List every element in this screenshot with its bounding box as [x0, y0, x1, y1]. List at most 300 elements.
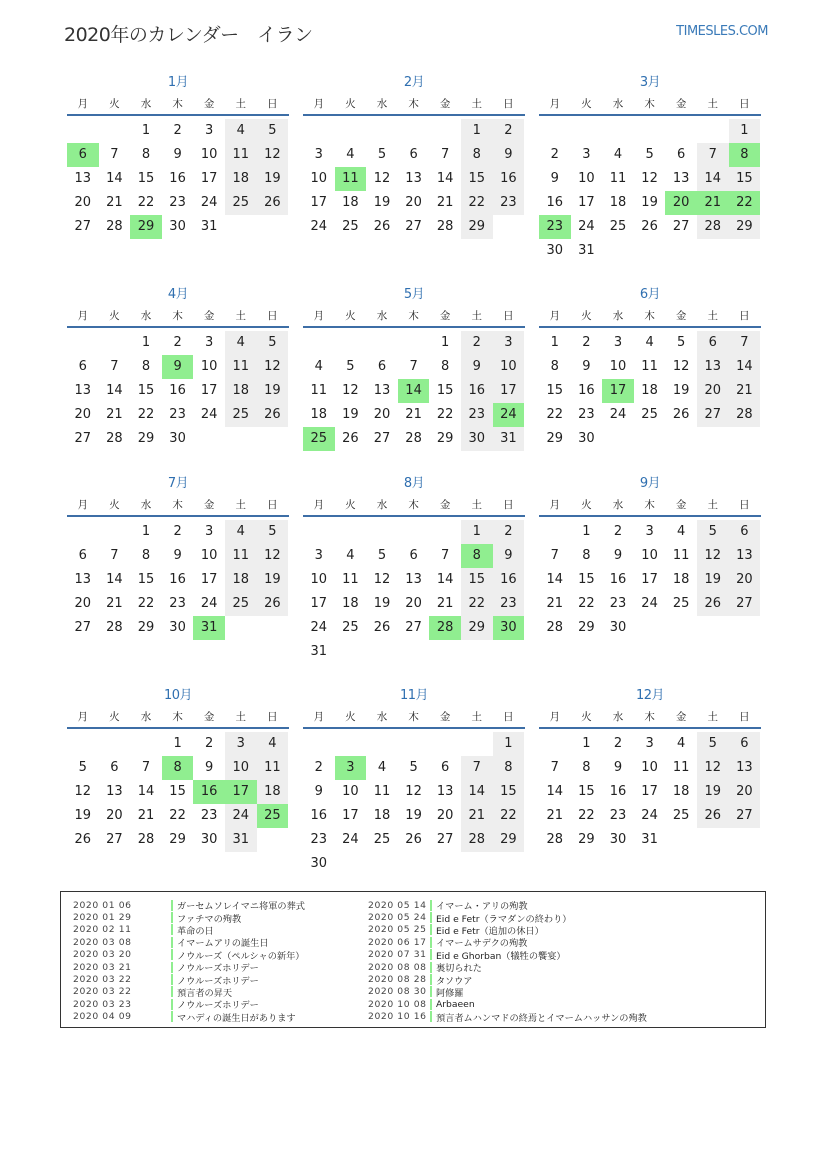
holiday-date: 2020 02 11	[73, 924, 132, 936]
month-7	[67, 475, 289, 640]
day-cell: 5	[257, 331, 289, 355]
day-cell: 13	[729, 544, 761, 568]
holiday-day-cell: 3	[335, 756, 367, 780]
day-grid	[539, 331, 761, 451]
day-cell: 16	[546, 195, 564, 210]
holiday-marker	[430, 937, 432, 948]
day-cell: 1	[493, 732, 525, 756]
holiday-marker	[171, 1011, 173, 1022]
day-cell: 8	[582, 548, 591, 563]
day-cell: 25	[373, 832, 391, 847]
day-cell: 11	[672, 548, 690, 563]
holiday-row	[73, 986, 305, 998]
weekday-label: 金	[203, 710, 215, 723]
day-cell: 21	[106, 195, 123, 210]
holiday-row	[73, 911, 305, 923]
day-cell: 4	[257, 732, 289, 756]
holiday-row	[73, 949, 305, 961]
weekday-label: 木	[644, 498, 655, 511]
weekday-label: 水	[612, 498, 624, 511]
day-cell: 22	[493, 804, 525, 828]
day-cell: 15	[493, 780, 525, 804]
day-cell: 31	[578, 243, 595, 258]
weekday-label: 月	[313, 309, 325, 322]
day-cell: 16	[609, 784, 627, 799]
holiday-row	[73, 924, 305, 936]
day-cell: 7	[697, 143, 729, 167]
day-cell: 22	[461, 592, 493, 616]
holiday-name: ガーセムソレイマニ将軍の葬式	[177, 901, 305, 913]
holiday-marker	[430, 999, 432, 1010]
brand-link[interactable]: TIMESLES.COM	[676, 24, 768, 39]
holiday-day-cell: 20	[665, 191, 697, 215]
day-cell: 14	[106, 572, 123, 587]
day-cell: 23	[169, 407, 186, 422]
day-cell: 18	[641, 383, 658, 398]
day-cell: 28	[461, 828, 493, 852]
holiday-date: 2020 08 08	[368, 961, 427, 973]
holiday-name: Eid e Ghorban（犠牲の饗宴）	[436, 950, 566, 962]
day-cell: 14	[106, 171, 123, 186]
day-cell: 30	[461, 427, 493, 451]
weekday-label: 水	[376, 710, 388, 723]
day-cell: 7	[110, 147, 119, 162]
day-cell: 31	[200, 219, 218, 234]
day-cell: 20	[436, 808, 454, 823]
month-8	[303, 475, 525, 664]
weekday-label: 月	[313, 97, 325, 110]
day-cell: 3	[645, 736, 654, 751]
day-cell: 13	[405, 171, 422, 186]
day-cell: 24	[310, 219, 328, 234]
month-10	[67, 687, 289, 852]
day-cell: 19	[257, 379, 289, 403]
day-grid	[67, 331, 289, 451]
holiday-day-cell: 17	[602, 379, 634, 403]
day-cell: 17	[200, 171, 218, 186]
weekday-label: 金	[203, 498, 215, 511]
day-cell: 30	[609, 620, 627, 635]
month-name: 6月	[639, 287, 661, 302]
weekday-label: 日	[503, 498, 514, 511]
weekday-label: 月	[77, 710, 89, 723]
holiday-marker	[430, 986, 432, 997]
holiday-date: 2020 01 06	[73, 899, 132, 911]
day-cell: 7	[409, 359, 418, 374]
empty-cell	[429, 732, 461, 756]
weekday-header	[539, 705, 761, 729]
day-cell: 29	[546, 431, 564, 446]
day-cell: 6	[78, 548, 87, 563]
empty-cell	[366, 520, 398, 544]
weekday-label: 木	[172, 710, 183, 723]
weekday-label: 土	[235, 498, 247, 511]
day-cell: 26	[697, 804, 729, 828]
day-cell: 17	[310, 195, 328, 210]
day-cell: 28	[697, 215, 729, 239]
day-cell: 10	[310, 171, 328, 186]
holiday-name: ノウルーズホリデー	[177, 1000, 259, 1012]
day-cell: 4	[677, 736, 686, 751]
day-cell: 4	[225, 520, 257, 544]
day-cell: 17	[342, 808, 359, 823]
weekday-label: 水	[140, 309, 152, 322]
day-cell: 15	[729, 167, 761, 191]
day-cell: 1	[729, 119, 761, 143]
month-name: 7月	[167, 476, 189, 491]
day-cell: 28	[106, 620, 123, 635]
day-cell: 14	[546, 572, 564, 587]
day-cell: 7	[441, 147, 450, 162]
day-cell: 12	[697, 756, 729, 780]
weekday-label: 火	[109, 710, 120, 723]
weekday-label: 月	[313, 498, 325, 511]
day-cell: 9	[613, 548, 623, 563]
day-cell: 19	[697, 780, 729, 804]
day-cell: 16	[169, 171, 186, 186]
empty-cell	[335, 331, 367, 355]
day-cell: 17	[200, 572, 218, 587]
day-cell: 4	[613, 147, 623, 162]
day-cell: 5	[377, 147, 387, 162]
day-cell: 22	[578, 596, 595, 611]
day-cell: 22	[461, 191, 493, 215]
weekday-label: 日	[739, 498, 750, 511]
empty-cell	[99, 520, 131, 544]
holiday-day-cell: 21	[697, 191, 729, 215]
holiday-marker	[171, 937, 173, 948]
weekday-label: 木	[408, 309, 419, 322]
holiday-name: Arbaeen	[436, 998, 475, 1010]
holiday-date: 2020 03 21	[73, 961, 132, 973]
day-cell: 10	[200, 147, 218, 162]
day-cell: 3	[493, 331, 525, 355]
day-cell: 19	[373, 195, 391, 210]
empty-cell	[571, 119, 603, 143]
day-cell: 6	[110, 760, 119, 775]
day-cell: 22	[546, 407, 564, 422]
holiday-list	[60, 891, 766, 1028]
holiday-name: 阿修羅	[436, 987, 464, 999]
day-cell: 20	[373, 407, 391, 422]
day-cell: 25	[342, 219, 359, 234]
empty-cell	[539, 732, 571, 756]
holiday-day-cell: 23	[539, 215, 571, 239]
day-cell: 8	[582, 760, 591, 775]
day-cell: 14	[461, 780, 493, 804]
day-cell: 7	[141, 760, 151, 775]
day-cell: 11	[641, 359, 658, 374]
weekday-label: 木	[172, 309, 183, 322]
holiday-day-cell: 25	[257, 804, 289, 828]
month-name: 1月	[167, 75, 189, 90]
day-cell: 23	[609, 808, 627, 823]
day-cell: 16	[310, 808, 328, 823]
day-cell: 5	[697, 732, 729, 756]
holiday-name: 革命の日	[177, 925, 214, 937]
holiday-name: ファチマの殉教	[177, 913, 242, 925]
empty-cell	[398, 331, 430, 355]
month-11	[303, 687, 525, 876]
day-cell: 25	[225, 191, 257, 215]
day-cell: 27	[373, 431, 391, 446]
day-cell: 17	[578, 195, 595, 210]
day-cell: 10	[310, 572, 328, 587]
empty-cell	[461, 732, 493, 756]
weekday-label: 水	[376, 97, 388, 110]
day-cell: 21	[729, 379, 761, 403]
day-cell: 17	[493, 379, 525, 403]
day-cell: 31	[225, 828, 257, 852]
day-grid	[539, 732, 761, 852]
day-cell: 27	[106, 832, 123, 847]
month-name: 5月	[403, 287, 425, 302]
month-name: 4月	[167, 287, 189, 302]
empty-cell	[429, 520, 461, 544]
weekday-label: 木	[172, 97, 183, 110]
holiday-day-cell: 28	[429, 616, 461, 640]
weekday-label: 土	[707, 710, 719, 723]
day-cell: 30	[169, 431, 186, 446]
holiday-marker	[430, 1011, 432, 1022]
day-cell: 19	[697, 568, 729, 592]
day-cell: 12	[405, 784, 422, 799]
holiday-date: 2020 08 30	[368, 986, 427, 998]
day-cell: 20	[74, 407, 92, 422]
holiday-day-cell: 30	[493, 616, 525, 640]
day-cell: 13	[74, 572, 92, 587]
holiday-date: 2020 05 24	[368, 912, 427, 924]
day-cell: 20	[405, 195, 422, 210]
day-cell: 23	[493, 191, 525, 215]
day-cell: 24	[200, 596, 218, 611]
empty-cell	[99, 732, 131, 756]
day-cell: 22	[578, 808, 595, 823]
day-cell: 26	[672, 407, 690, 422]
day-cell: 28	[436, 219, 454, 234]
day-cell: 19	[257, 167, 289, 191]
day-cell: 13	[106, 784, 123, 799]
weekday-label: 火	[345, 97, 356, 110]
day-cell: 16	[578, 383, 595, 398]
day-cell: 21	[436, 195, 454, 210]
empty-cell	[398, 520, 430, 544]
weekday-label: 月	[77, 498, 89, 511]
day-cell: 31	[493, 427, 525, 451]
day-cell: 19	[257, 568, 289, 592]
day-cell: 22	[137, 195, 155, 210]
day-cell: 11	[373, 784, 391, 799]
day-cell: 15	[137, 383, 155, 398]
weekday-label: 木	[408, 498, 419, 511]
day-cell: 13	[405, 572, 422, 587]
day-cell: 6	[441, 760, 450, 775]
day-cell: 6	[697, 331, 729, 355]
day-cell: 15	[436, 383, 454, 398]
day-cell: 15	[461, 568, 493, 592]
day-cell: 18	[225, 167, 257, 191]
day-cell: 6	[409, 147, 418, 162]
day-cell: 9	[173, 548, 182, 563]
day-cell: 23	[169, 195, 186, 210]
day-cell: 4	[346, 147, 355, 162]
holiday-row	[368, 1011, 647, 1023]
day-cell: 29	[578, 620, 595, 635]
holiday-date: 2020 03 22	[73, 974, 132, 986]
month-2	[303, 74, 525, 239]
day-cell: 31	[310, 644, 328, 659]
month-6	[539, 286, 761, 451]
day-cell: 24	[225, 804, 257, 828]
day-cell: 27	[697, 403, 729, 427]
day-grid	[303, 732, 525, 876]
holiday-row	[73, 961, 305, 973]
holiday-name: ノウルーズホリデー	[177, 975, 259, 987]
empty-cell	[539, 520, 571, 544]
day-cell: 10	[225, 756, 257, 780]
day-cell: 10	[578, 171, 595, 186]
day-cell: 18	[257, 780, 289, 804]
day-cell: 11	[672, 760, 690, 775]
empty-cell	[665, 119, 697, 143]
day-cell: 31	[641, 832, 658, 847]
day-cell: 28	[405, 431, 422, 446]
day-cell: 15	[461, 167, 493, 191]
day-cell: 26	[373, 219, 391, 234]
day-cell: 8	[493, 756, 525, 780]
day-cell: 21	[137, 808, 155, 823]
holiday-row	[73, 936, 305, 948]
weekday-label: 火	[109, 498, 120, 511]
day-cell: 21	[546, 596, 564, 611]
weekday-header	[539, 92, 761, 116]
weekday-label: 金	[439, 710, 451, 723]
weekday-header	[303, 705, 525, 729]
empty-cell	[335, 520, 367, 544]
day-cell: 10	[342, 784, 359, 799]
day-cell: 8	[461, 143, 493, 167]
day-grid	[303, 119, 525, 239]
month-9	[539, 475, 761, 640]
day-cell: 19	[641, 195, 658, 210]
day-cell: 9	[550, 171, 559, 186]
holiday-row	[368, 998, 647, 1010]
day-cell: 3	[205, 335, 214, 350]
day-cell: 18	[373, 808, 391, 823]
day-cell: 10	[641, 548, 658, 563]
empty-cell	[67, 520, 99, 544]
day-cell: 16	[609, 572, 627, 587]
day-cell: 2	[493, 520, 525, 544]
day-grid	[67, 732, 289, 852]
day-cell: 30	[200, 832, 218, 847]
holiday-date: 2020 08 28	[368, 974, 427, 986]
day-cell: 29	[729, 215, 761, 239]
day-cell: 15	[546, 383, 564, 398]
holiday-row	[368, 936, 647, 948]
day-cell: 16	[169, 572, 186, 587]
day-cell: 9	[493, 143, 525, 167]
weekday-header	[67, 705, 289, 729]
day-cell: 26	[342, 431, 359, 446]
holiday-day-cell: 25	[303, 427, 335, 451]
holiday-day-cell: 14	[398, 379, 430, 403]
day-grid	[67, 520, 289, 640]
weekday-label: 水	[376, 309, 388, 322]
day-cell: 3	[205, 524, 214, 539]
day-cell: 13	[672, 171, 690, 186]
day-cell: 15	[578, 784, 595, 799]
day-cell: 7	[110, 548, 119, 563]
day-cell: 12	[697, 544, 729, 568]
holiday-date: 2020 06 17	[368, 936, 427, 948]
day-cell: 29	[169, 832, 186, 847]
day-cell: 14	[436, 171, 454, 186]
day-cell: 18	[342, 195, 359, 210]
holiday-marker	[171, 949, 173, 960]
holiday-day-cell: 22	[729, 191, 761, 215]
day-cell: 26	[405, 832, 422, 847]
holiday-name: イマームサデクの殉教	[436, 938, 528, 950]
day-cell: 27	[436, 832, 454, 847]
weekday-label: 火	[345, 498, 356, 511]
day-cell: 2	[173, 123, 182, 138]
holiday-list-left	[73, 899, 305, 1023]
day-cell: 4	[314, 359, 323, 374]
day-cell: 8	[141, 147, 151, 162]
day-cell: 3	[205, 123, 214, 138]
day-cell: 16	[493, 568, 525, 592]
month-name: 2月	[403, 75, 425, 90]
day-cell: 5	[645, 147, 654, 162]
day-cell: 27	[729, 592, 761, 616]
weekday-label: 火	[581, 309, 592, 322]
empty-cell	[67, 119, 99, 143]
empty-cell	[539, 119, 571, 143]
weekday-label: 日	[503, 710, 514, 723]
holiday-row	[368, 973, 647, 985]
day-cell: 21	[106, 596, 123, 611]
weekday-label: 火	[581, 710, 592, 723]
day-cell: 27	[74, 219, 92, 234]
day-cell: 2	[613, 736, 623, 751]
day-cell: 3	[314, 147, 323, 162]
day-cell: 23	[169, 596, 186, 611]
day-cell: 8	[550, 359, 559, 374]
day-cell: 22	[137, 596, 155, 611]
empty-cell	[697, 119, 729, 143]
holiday-name: 預言者ムハンマドの終焉とイマームハッサンの殉教	[436, 1012, 647, 1024]
weekday-label: 火	[581, 498, 592, 511]
day-cell: 4	[225, 119, 257, 143]
weekday-label: 土	[707, 97, 719, 110]
day-cell: 23	[493, 592, 525, 616]
empty-cell	[303, 331, 335, 355]
day-cell: 29	[578, 832, 595, 847]
weekday-label: 日	[267, 498, 278, 511]
holiday-day-cell: 6	[67, 143, 99, 167]
day-cell: 2	[173, 335, 182, 350]
day-cell: 1	[461, 119, 493, 143]
day-cell: 1	[441, 335, 450, 350]
day-cell: 26	[641, 219, 658, 234]
day-cell: 11	[225, 143, 257, 167]
day-cell: 12	[373, 572, 391, 587]
month-name: 8月	[403, 476, 425, 491]
holiday-day-cell: 16	[193, 780, 225, 804]
day-cell: 13	[373, 383, 391, 398]
day-cell: 21	[461, 804, 493, 828]
